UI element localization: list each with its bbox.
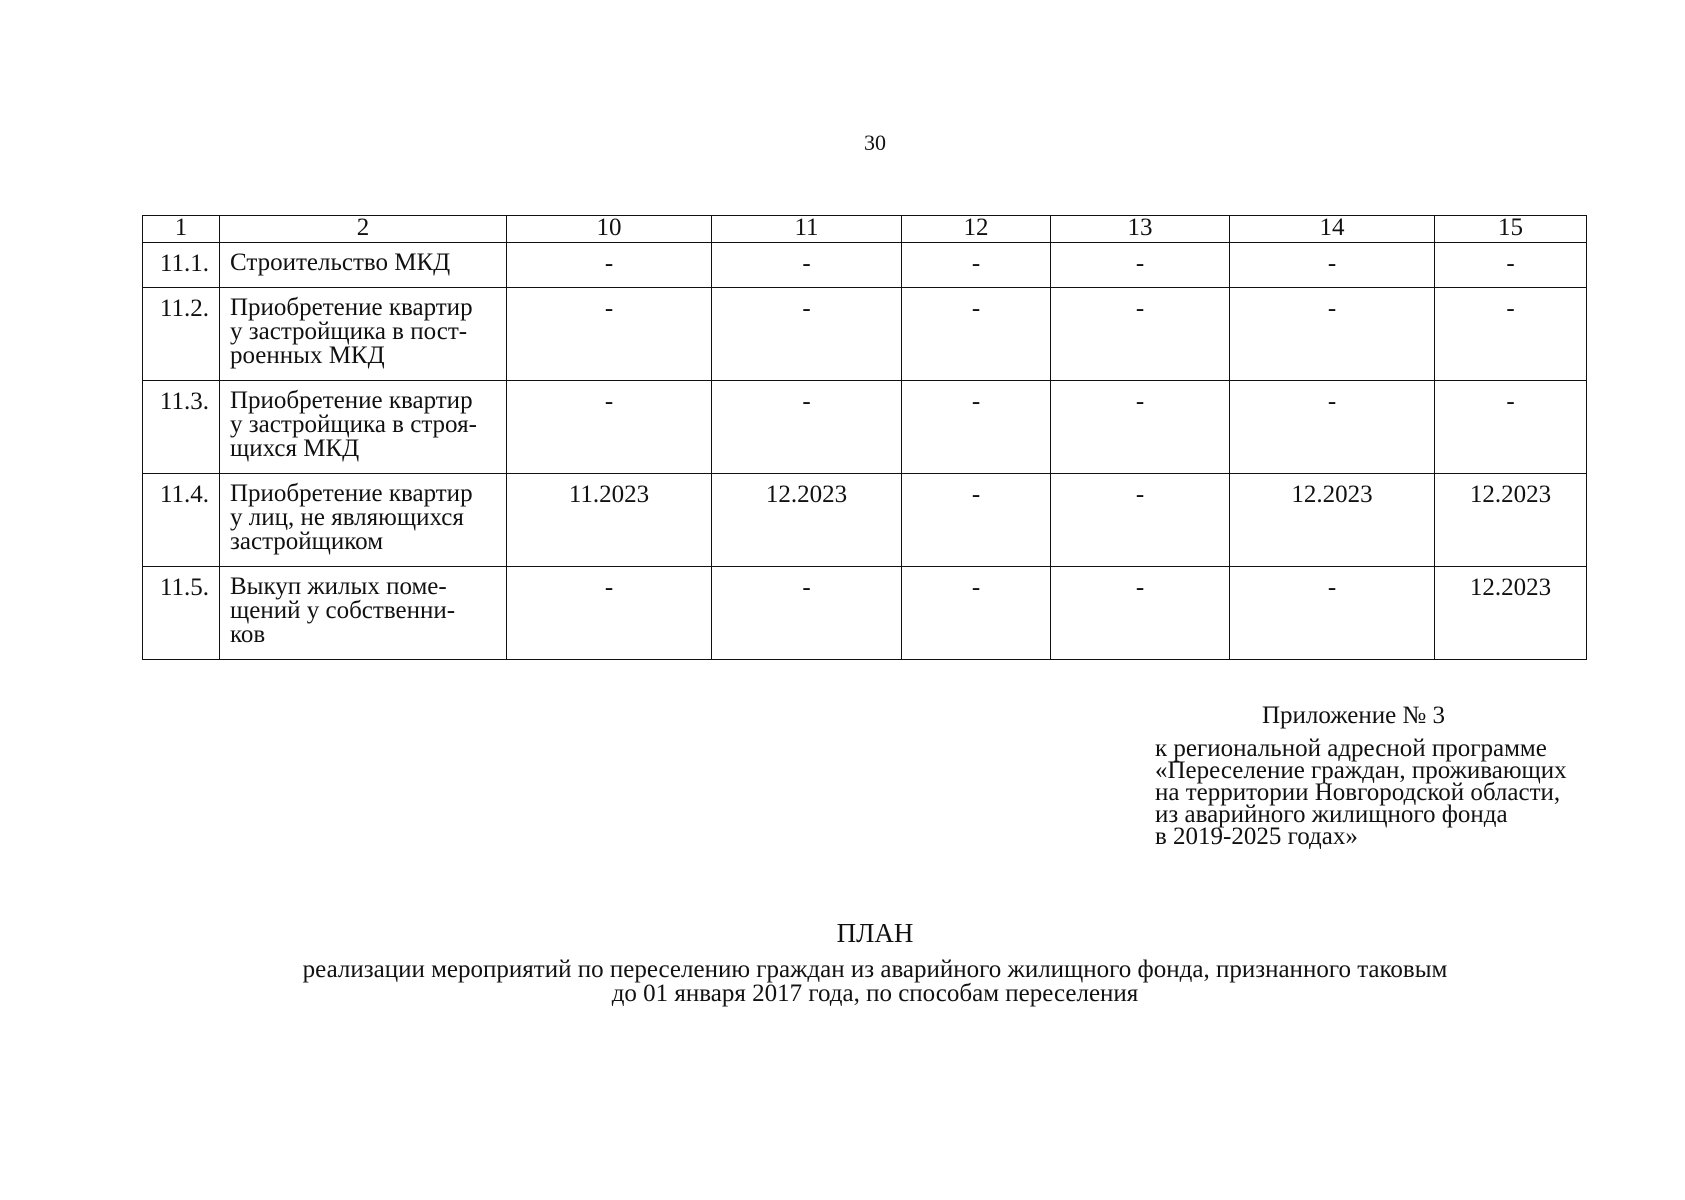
plan-title: ПЛАН — [836, 918, 914, 948]
table-cell: - — [902, 567, 1051, 660]
table-cell: - — [712, 567, 902, 660]
table-header-row — [143, 216, 1587, 243]
appendix-line: к региональной адресной программе — [1155, 735, 1547, 762]
row-name-line: застройщиком — [230, 528, 384, 555]
plan-subtitle-line: реализации мероприятий по переселению граждан из аварийного жилищного фонда, признанного таковым — [302, 956, 1448, 983]
table-cell: - — [1230, 288, 1435, 381]
table-cell: - — [1051, 288, 1230, 381]
appendix-line: из аварийного жилищного фонда — [1155, 801, 1508, 828]
row-name-line: Строительство МКД — [230, 249, 451, 276]
column-header: 1 — [143, 216, 220, 243]
table-cell: - — [1230, 243, 1435, 288]
appendix-line: в 2019-2025 годах» — [1155, 823, 1358, 850]
appendix-heading: Приложение № 3 — [1262, 702, 1446, 729]
table-cell: - — [1051, 567, 1230, 660]
row-name-line: щихся МКД — [230, 435, 360, 462]
plan-subtitle-line: до 01 января 2017 года, по способам переселения — [611, 980, 1139, 1007]
table-cell: 12.2023 — [1230, 474, 1435, 567]
appendix-line: «Переселение граждан, проживающих — [1155, 757, 1567, 784]
table-cell: - — [1230, 381, 1435, 474]
table-cell: - — [1435, 381, 1587, 474]
column-header: 12 — [902, 216, 1051, 243]
row-name-line: Выкуп жилых поме- — [230, 573, 447, 600]
column-header: 13 — [1051, 216, 1230, 243]
page-number: 30 — [864, 130, 886, 155]
table-row — [143, 474, 1587, 567]
table-cell: - — [507, 288, 712, 381]
row-name — [220, 474, 507, 567]
table-cell: - — [712, 243, 902, 288]
row-name-line: у застройщика в пост- — [230, 318, 468, 345]
row-name — [220, 381, 507, 474]
table-row — [143, 288, 1587, 381]
plan-subtitle — [0, 958, 1685, 1006]
row-name-line: Приобретение квартир — [230, 480, 473, 507]
table-cell: - — [1435, 288, 1587, 381]
table-cell: - — [1230, 567, 1435, 660]
resettlement-table — [142, 215, 1587, 660]
table-cell: 12.2023 — [1435, 567, 1587, 660]
row-name-line: роенных МКД — [230, 342, 385, 369]
table-cell: - — [507, 381, 712, 474]
table-row — [143, 381, 1587, 474]
column-header: 10 — [507, 216, 712, 243]
table-cell: - — [902, 381, 1051, 474]
table-row — [143, 567, 1587, 660]
row-number: 11.1. — [143, 243, 220, 288]
table-row — [143, 243, 1587, 288]
row-name — [220, 567, 507, 660]
row-number: 11.4. — [143, 474, 220, 567]
table-cell: 11.2023 — [507, 474, 712, 567]
table-cell: - — [902, 243, 1051, 288]
table-cell: - — [1051, 474, 1230, 567]
column-header: 15 — [1435, 216, 1587, 243]
row-number: 11.5. — [143, 567, 220, 660]
column-header: 11 — [712, 216, 902, 243]
table-cell: - — [1435, 243, 1587, 288]
table-cell: - — [507, 243, 712, 288]
row-number: 11.3. — [143, 381, 220, 474]
column-header: 14 — [1230, 216, 1435, 243]
table-cell: - — [712, 381, 902, 474]
row-name-line: у лиц, не являющихся — [230, 504, 464, 531]
row-number: 11.2. — [143, 288, 220, 381]
table-cell: - — [712, 288, 902, 381]
column-header: 2 — [220, 216, 507, 243]
table-cell: - — [902, 288, 1051, 381]
row-name-line: щений у собственни- — [230, 597, 456, 624]
row-name — [220, 243, 507, 288]
table-cell: - — [1051, 381, 1230, 474]
table-cell: - — [902, 474, 1051, 567]
table-cell: - — [507, 567, 712, 660]
appendix-text — [1155, 735, 1575, 850]
table-cell: 12.2023 — [1435, 474, 1587, 567]
row-name-line: ков — [230, 621, 266, 648]
row-name — [220, 288, 507, 381]
row-name-line: Приобретение квартир — [230, 294, 473, 321]
appendix-line: на территории Новгородской области, — [1155, 779, 1561, 806]
row-name-line: Приобретение квартир — [230, 387, 473, 414]
table-cell: - — [1051, 243, 1230, 288]
row-name-line: у застройщика в строя- — [230, 411, 477, 438]
table-cell: 12.2023 — [712, 474, 902, 567]
